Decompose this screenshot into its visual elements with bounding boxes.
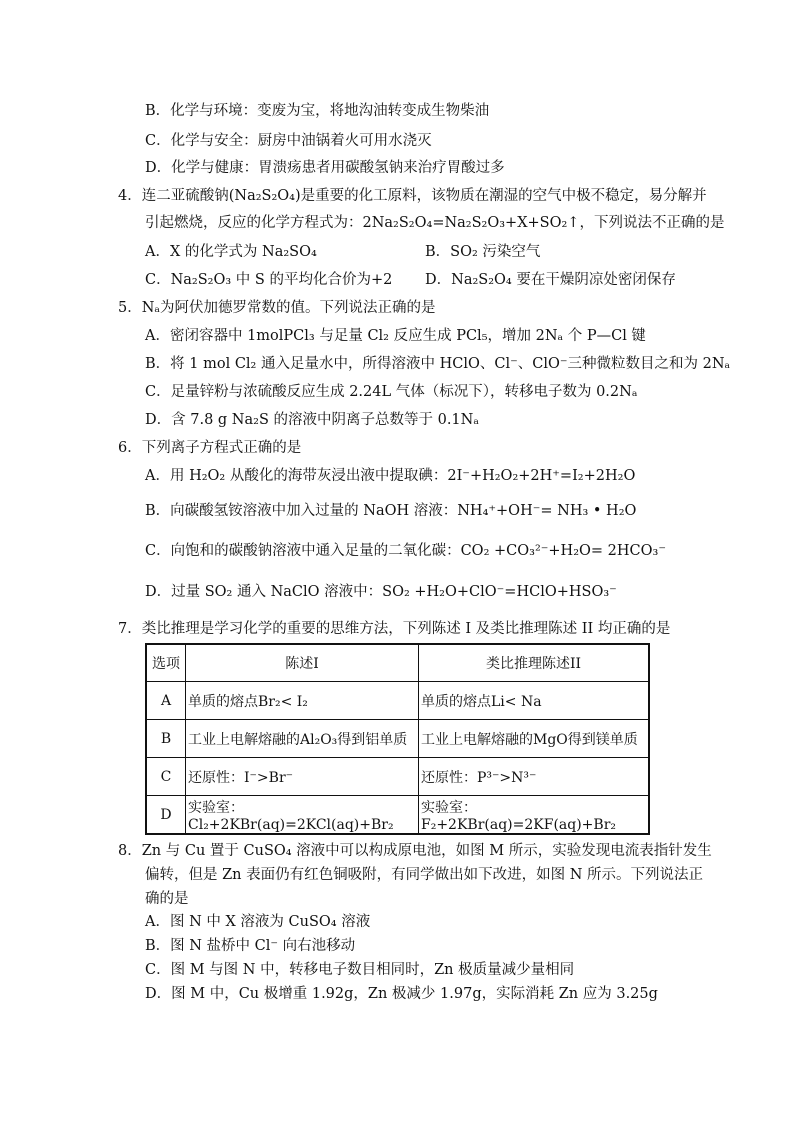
q5-option-a: A．密闭容器中 1molPCl₃ 与足量 Cl₂ 反应生成 PCl₅，增加 2Nₐ 个 P—Cl 键 [145,328,646,344]
table-cell: B [146,720,186,758]
q7-options-table [145,643,650,835]
q5-option-b: B．将 1 mol Cl₂ 通入足量水中，所得溶液中 HClO、Cl⁻、ClO⁻三种微粒数目之和为 2Nₐ [145,356,731,372]
table-cell: 实验室：Cl₂+2KBr(aq)=2KCl(aq)+Br₂ [186,796,419,835]
table-header-cell: 类比推理陈述II [419,644,650,682]
table-header-cell: 选项 [146,644,186,682]
q4-option-d: D．Na₂S₂O₄ 要在干燥阴凉处密闭保存 [425,272,676,288]
q4-stem-line1: 4．连二亚硫酸钠(Na₂S₂O₄)是重要的化工原料，该物质在潮湿的空气中极不稳定，易分解并 [118,188,707,204]
q8-option-a: A．图 N 中 X 溶液为 CuSO₄ 溶液 [145,914,371,930]
q8-stem-line2: 偏转，但是 Zn 表面仍有红色铜吸附，有同学做出如下改进，如图 N 所示。下列说法正 [145,867,704,883]
q3-option-b: B．化学与环境：变废为宝，将地沟油转变成生物柴油 [145,103,490,119]
q3-option-c: C．化学与安全：厨房中油锅着火可用水浇灭 [145,133,432,149]
table-cell: 还原性：P³⁻>N³⁻ [419,758,650,796]
table-cell: 工业上电解熔融的MgO得到镁单质 [419,720,650,758]
table-row [146,682,649,720]
q8-option-b: B．图 N 盐桥中 Cl⁻ 向右池移动 [145,938,356,954]
table-cell: 实验室：F₂+2KBr(aq)=2KF(aq)+Br₂ [419,796,650,835]
q5-stem: 5．Nₐ为阿伏加德罗常数的值。下列说法正确的是 [118,300,436,316]
q4-option-c: C．Na₂S₂O₃ 中 S 的平均化合价为+2 [145,272,393,288]
table-cell: D [146,796,186,835]
table-cell: 单质的熔点Br₂< I₂ [186,682,419,720]
table-cell: A [146,682,186,720]
q6-stem: 6．下列离子方程式正确的是 [118,440,302,456]
q6-option-a: A．用 H₂O₂ 从酸化的海带灰浸出液中提取碘：2I⁻+H₂O₂+2H⁺=I₂+2H₂O [145,468,636,484]
table-row [146,720,649,758]
q6-option-c: C．向饱和的碳酸钠溶液中通入足量的二氧化碳：CO₂ +CO₃²⁻+H₂O= 2HCO₃⁻ [145,543,666,559]
q4-option-a: A．X 的化学式为 Na₂SO₄ [145,244,317,260]
q8-stem-line1: 8．Zn 与 Cu 置于 CuSO₄ 溶液中可以构成原电池，如图 M 所示，实验发现电流表指针发生 [118,843,712,859]
q6-option-b: B．向碳酸氢铵溶液中加入过量的 NaOH 溶液：NH₄⁺+OH⁻= NH₃ • H₂O [145,503,637,519]
q4-option-b: B．SO₂ 污染空气 [425,244,541,260]
q6-option-d: D．过量 SO₂ 通入 NaClO 溶液中：SO₂ +H₂O+ClO⁻=HClO+HSO₃⁻ [145,584,617,600]
table-header-row [146,644,649,682]
q5-option-d: D．含 7.8 g Na₂S 的溶液中阴离子总数等于 0.1Nₐ [145,412,479,428]
table-cell: 还原性：I⁻>Br⁻ [186,758,419,796]
table-cell: 单质的熔点Li< Na [419,682,650,720]
table-row [146,758,649,796]
table-header-cell: 陈述I [186,644,419,682]
table-cell: C [146,758,186,796]
q5-option-c: C．足量锌粉与浓硫酸反应生成 2.24L 气体（标况下），转移电子数为 0.2Nₐ [145,384,638,400]
q4-stem-line2: 引起燃烧，反应的化学方程式为：2Na₂S₂O₄=Na₂S₂O₃+X+SO₂↑，下列说法不正确的是 [145,215,725,231]
table-row [146,796,649,835]
q8-option-c: C．图 M 与图 N 中，转移电子数目相同时，Zn 极质量减少量相同 [145,962,575,978]
q8-stem-line3: 确的是 [145,891,189,907]
q8-option-d: D．图 M 中，Cu 极增重 1.92g，Zn 极减少 1.97g，实际消耗 Zn 应为 3.25g [145,986,658,1002]
q3-option-d: D．化学与健康：胃溃疡患者用碳酸氢钠来治疗胃酸过多 [145,160,505,176]
table-cell: 工业上电解熔融的Al₂O₃得到铝单质 [186,720,419,758]
q7-stem: 7．类比推理是学习化学的重要的思维方法，下列陈述 I 及类比推理陈述 II 均正确的是 [118,621,671,637]
